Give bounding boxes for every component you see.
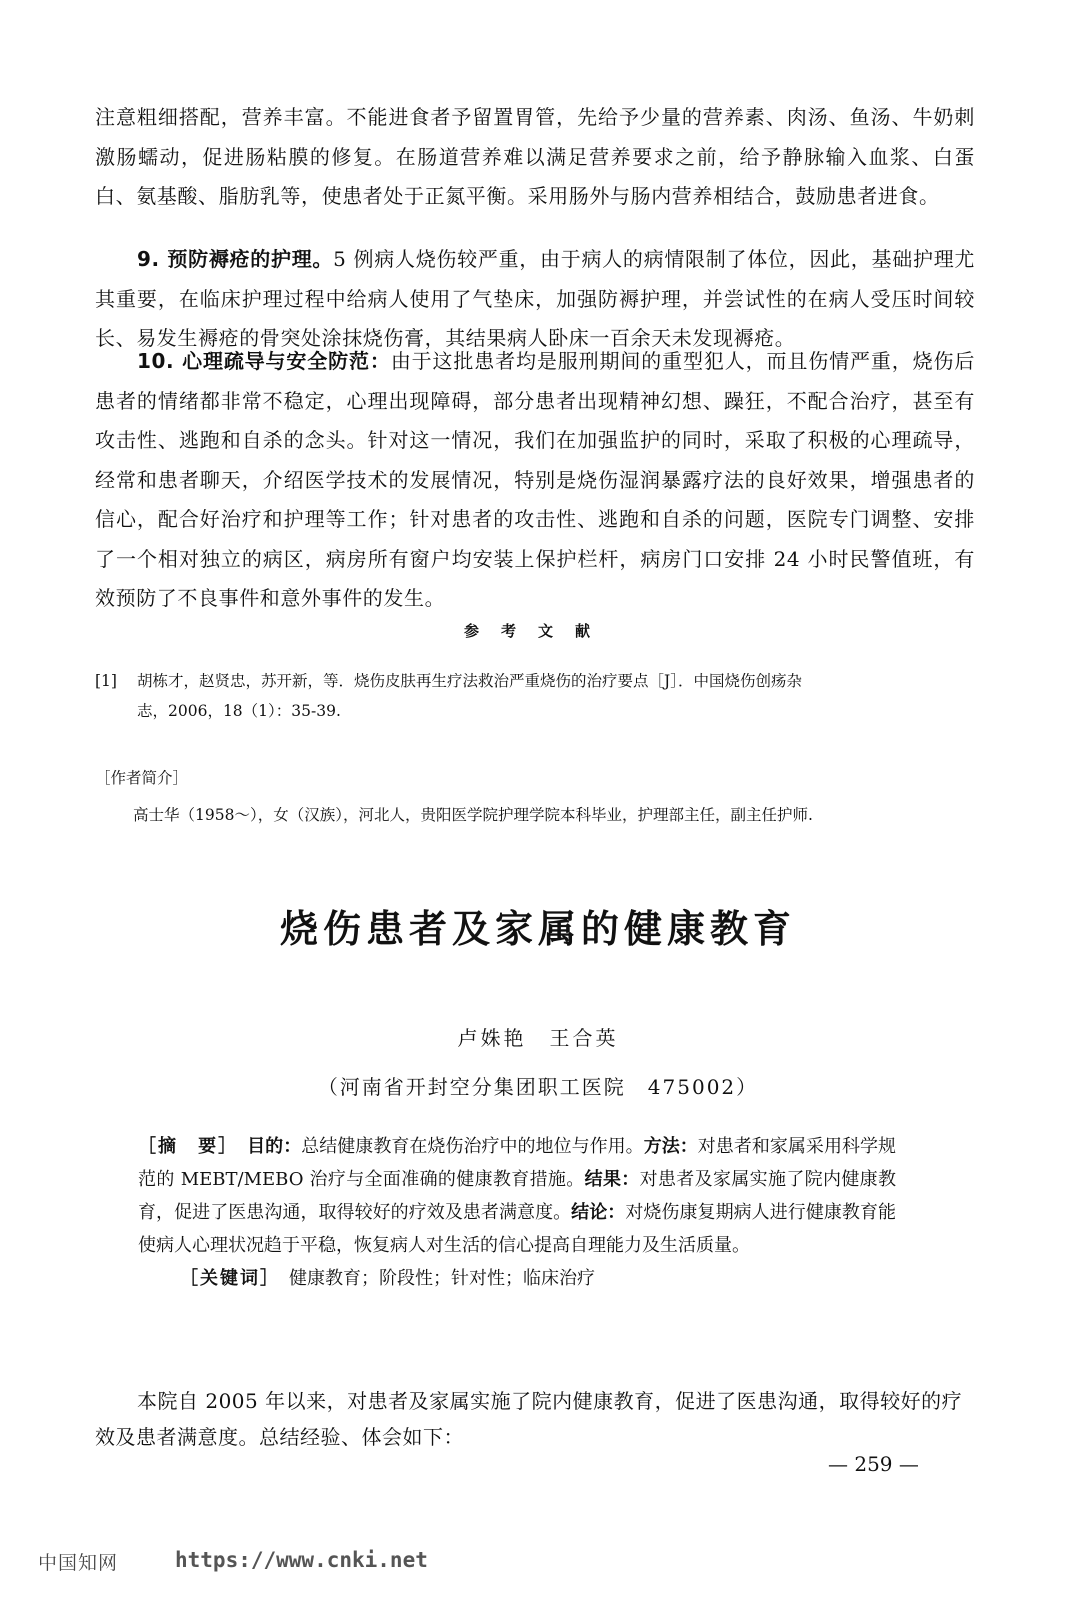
abstract-label: ［摘 要］ (138, 1136, 230, 1157)
abstract-body (138, 1130, 896, 1262)
keywords (138, 1262, 896, 1295)
paragraph-heading: 10. 心理疏导与安全防范： (137, 349, 391, 373)
paragraph-text: 注意粗细搭配，营养丰富。不能进食者予留置胃管，先给予少量的营养素、肉汤、鱼汤、牛奶刺激肠蠕动，促进肠粘膜的修复。在肠道营养难以满足营养要求之前，给予静脉输入血浆、白蛋白、氨基酸、脂肪乳等，使患者处于正氮平衡。采用肠外与肠内营养相结合，鼓励患者进食。 (95, 105, 975, 208)
objective-text: 总结健康教育在烧伤治疗中的地位与作用。 (301, 1136, 644, 1157)
paragraph-10 (95, 342, 975, 619)
paragraph-text: 5 例病人烧伤较严重，由于病人的病情限制了体位，因此，基础护理尤其重要，在临床护理过程中给病人使用了气垫床，加强防褥护理，并尝试性的在病人受压时间较长、易发生褥疮的骨突处涂抹烧伤膏，其结果病人卧床一百余天未发现褥疮。 (95, 247, 976, 350)
article-authors: 卢姝艳 王合英 (457, 1026, 619, 1050)
reference-item (95, 666, 975, 726)
reference-number: [1] (95, 672, 117, 690)
author-intro-label: ［作者简介］ (95, 769, 189, 787)
references-heading: 参考文献 (463, 622, 612, 640)
page-number: — 259 — (828, 1452, 919, 1476)
paragraph-nutrition (95, 98, 975, 217)
objective-label: 目的： (247, 1136, 302, 1157)
paragraph-text: 由于这批患者均是服刑期间的重型犯人，而且伤情严重，烧伤后患者的情绪都非常不稳定，心理出现障碍，部分患者出现精神幻想、躁狂，不配合治疗，甚至有攻击性、逃跑和自杀的念头。针对这一情况，我们在加强监护的同时，采取了积极的心理疏导，经常和患者聊天，介绍医学技术的发展情况，特别是烧伤湿润暴露疗法的良好效果，增强患者的信心，配合好治疗和护理等工作；针对患者的攻击性、逃跑和自杀的问题，医院专门调整、安排了一个相对独立的病区，病房所有窗户均安装上保护栏杆，病房门口安排 24 小时民警值班，有效预防了不良事件和意外事件的发生。 (95, 349, 975, 610)
article-title: 烧伤患者及家属的健康教育 (279, 907, 796, 951)
keywords-label: ［关键词］ (180, 1268, 271, 1289)
reference-line: 志，2006，18（1）：35-39. (137, 702, 341, 720)
conclusion-text: 对烧伤康复期病人进行健康教育能使病人心理状况趋于平稳，恢复病人对生活的信心提高自理能力及生活质量。 (138, 1202, 897, 1256)
footer-url[interactable]: https://www.cnki.net (175, 1548, 428, 1572)
result-text: 对患者及家属实施了院内健康教育，促进了医患沟通，取得较好的疗效及患者满意度。 (138, 1169, 897, 1223)
cnki-logo: 中国知网 (38, 1552, 119, 1574)
method-text: 对患者和家属采用科学规范的 MEBT/MEBO 治疗与全面准确的健康教育措施。 (138, 1136, 897, 1190)
paragraph-9 (95, 240, 975, 359)
intro-paragraph: 本院自 2005 年以来，对患者及家属实施了院内健康教育，促进了医患沟通，取得较好的疗效及患者满意度。总结经验、体会如下： (95, 1389, 963, 1449)
conclusion-label: 结论： (571, 1202, 626, 1223)
author-intro-text: 高士华（1958～），女（汉族），河北人，贵阳医学院护理学院本科毕业，护理部主任，副主任护师. (133, 806, 813, 824)
article-affiliation: （河南省开封空分集团职工医院 475002） (317, 1075, 759, 1099)
abstract (138, 1130, 896, 1295)
method-label: 方法： (643, 1136, 698, 1157)
keywords-text: 健康教育；阶段性；针对性；临床治疗 (289, 1268, 595, 1289)
reference-line: 胡栋才，赵贤忠，苏开新，等．烧伤皮肤再生疗法救治严重烧伤的治疗要点［J］．中国烧伤创疡杂 (137, 672, 802, 690)
result-label: 结果： (584, 1169, 640, 1190)
paragraph-heading: 9. 预防褥疮的护理。 (137, 247, 334, 271)
